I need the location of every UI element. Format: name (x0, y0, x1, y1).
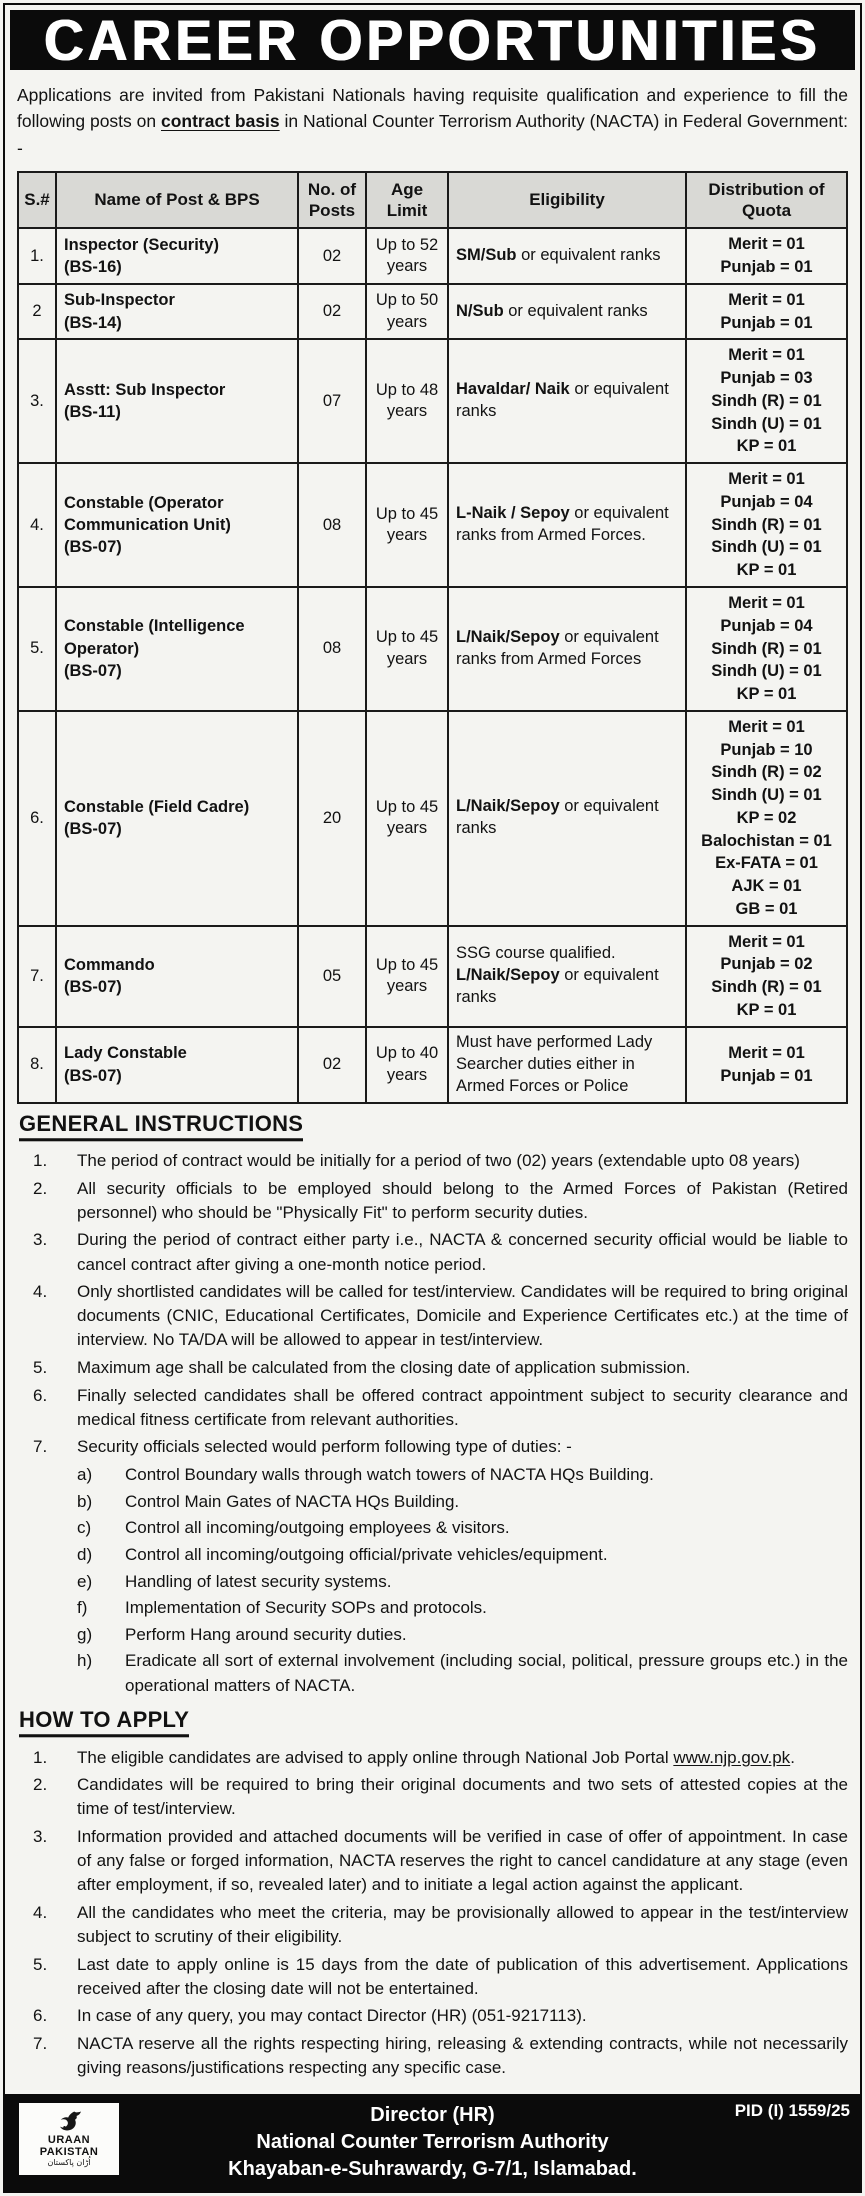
logo-text-uraan: URAAN (47, 2133, 91, 2146)
item-text: Maximum age shall be calculated from the closing date of application submission. (77, 1358, 691, 1378)
advertisement-frame (3, 3, 862, 2193)
eligibility-rank: SM/Sub (456, 246, 517, 265)
cell-post (56, 926, 298, 1027)
quota-line: Balochistan = 01 (701, 831, 832, 850)
cell-serial: 5. (18, 587, 56, 711)
sub-item (17, 1543, 848, 1567)
item-text-post: . (790, 1747, 795, 1767)
sub-item-letter: h) (77, 1651, 93, 1671)
eligibility-text-pre: Must have performed Lady Searcher duties either in Armed Forces or Police (456, 1032, 653, 1095)
general-instructions-list (17, 1149, 848, 1698)
quota-line: Sindh (U) = 01 (711, 662, 822, 681)
item-text: Security officials selected would perform following type of duties: - (77, 1437, 572, 1457)
instruction-item (17, 1228, 848, 1276)
sub-item-letter: a) (77, 1465, 93, 1485)
cell-eligibility (448, 284, 686, 340)
sub-item (17, 1570, 848, 1594)
cell-no-of-posts: 07 (298, 339, 366, 463)
item-text: Last date to apply online is 15 days from the date of publication of this advertisement. Applications received after the closing date will not be entertained. (77, 1954, 848, 1998)
item-number: 5. (33, 1358, 48, 1378)
quota-line: Sindh (U) = 01 (711, 538, 822, 557)
post-name: Constable (Field Cadre) (64, 797, 250, 816)
item-text (77, 1746, 848, 1770)
pid-number: PID (I) 1559/25 (734, 2100, 850, 2120)
eligibility-rank: L/Naik/Sepoy (456, 627, 560, 646)
table-row (18, 587, 847, 711)
instruction-item (17, 1825, 848, 1897)
cell-age-limit: Up to 50 years (366, 284, 448, 340)
quota-line: Merit = 01 (728, 470, 805, 489)
cell-eligibility (448, 587, 686, 711)
cell-serial: 1. (18, 228, 56, 284)
post-name: Asstt: Sub Inspector (64, 380, 226, 399)
cell-eligibility (448, 339, 686, 463)
table-row (18, 463, 847, 587)
quota-line: Sindh (U) = 01 (711, 786, 822, 805)
cell-serial: 3. (18, 339, 56, 463)
footer-authority-line: National Counter Terrorism Authority (256, 2130, 609, 2153)
cell-eligibility (448, 228, 686, 284)
sub-item (17, 1596, 848, 1620)
cell-serial: 4. (18, 463, 56, 587)
cell-no-of-posts: 02 (298, 284, 366, 340)
posts-table (17, 171, 848, 1104)
instruction-item (17, 1356, 848, 1380)
cell-quota (686, 339, 847, 463)
eligibility-text: or equivalent ranks from Armed Forces (456, 627, 659, 668)
contract-basis-highlight: contract basis (160, 111, 280, 132)
sub-item-text: Perform Hang around security duties. (125, 1624, 407, 1644)
logo-urdu-script: اُڑان پاکستان (47, 2158, 91, 2168)
quota-line: KP = 01 (736, 685, 797, 704)
quota-line: Sindh (R) = 01 (711, 978, 822, 997)
item-number: 2. (33, 1178, 48, 1198)
table-row (18, 228, 847, 284)
quota-line: KP = 02 (736, 808, 797, 827)
general-instructions-heading: GENERAL INSTRUCTIONS (19, 1110, 303, 1141)
cell-age-limit: Up to 45 years (366, 711, 448, 926)
quota-line: Punjab = 04 (720, 616, 813, 635)
post-name: Lady Constable (64, 1044, 187, 1063)
sub-item-letter: b) (77, 1491, 93, 1511)
post-bps: (BS-11) (64, 403, 121, 422)
cell-age-limit: Up to 48 years (366, 339, 448, 463)
quota-line: Punjab = 01 (720, 313, 813, 332)
instruction-item (17, 1901, 848, 1949)
eligibility-text: or equivalent ranks (503, 301, 648, 320)
post-bps: (BS-07) (64, 662, 122, 681)
cell-age-limit: Up to 45 years (366, 926, 448, 1027)
post-bps: (BS-07) (64, 820, 122, 839)
sub-item-text: Control all incoming/outgoing employees & visitors. (125, 1518, 510, 1538)
sub-item-text: Eradicate all sort of external involvement (including social, political, pressure groups etc.) in the operational matters of NACTA. (125, 1651, 848, 1695)
item-text: In case of any query, you may contact Director (HR) (051-9217113). (77, 2006, 587, 2026)
cell-post (56, 339, 298, 463)
quota-line: Sindh (R) = 02 (711, 763, 822, 782)
footer-director-line: Director (HR) (370, 2103, 495, 2126)
instruction-item (17, 2032, 848, 2080)
table-row (18, 284, 847, 340)
quota-line: Punjab = 10 (720, 740, 813, 759)
quota-line: Punjab = 04 (720, 492, 813, 511)
cell-no-of-posts: 08 (298, 463, 366, 587)
item-text: All the candidates who meet the criteria, may be provisionally allowed to appear in the test/interview subject to scrutiny of their eligibility. (77, 1902, 848, 1947)
cell-quota (686, 711, 847, 926)
posts-table-body (18, 228, 847, 1102)
instruction-item (17, 1384, 848, 1432)
cell-post (56, 711, 298, 926)
quota-line: AJK = 01 (731, 877, 802, 896)
eligibility-text: or equivalent ranks (456, 797, 659, 838)
cell-quota (686, 1027, 847, 1103)
sub-item-letter: e) (77, 1571, 93, 1591)
cell-no-of-posts: 02 (298, 1027, 366, 1103)
item-number: 4. (33, 1282, 48, 1302)
item-number: 5. (33, 1954, 48, 1974)
sub-item-letter: d) (77, 1544, 93, 1564)
sub-item-letter: g) (77, 1624, 93, 1644)
item-number: 1. (33, 1151, 48, 1171)
eligibility-rank: L/Naik/Sepoy (456, 797, 560, 816)
quota-line: Merit = 01 (728, 290, 805, 309)
item-text: All security officials to be employed should belong to the Armed Forces of Pakistan (Retired personnel) who should be "Physically Fit" to perform security duties. (77, 1178, 848, 1222)
intro-paragraph (17, 82, 848, 161)
instruction-item (17, 1177, 848, 1225)
quota-line: Sindh (R) = 01 (711, 639, 822, 658)
cell-quota (686, 926, 847, 1027)
post-bps: (BS-07) (64, 978, 122, 997)
cell-eligibility (448, 926, 686, 1027)
cell-quota (686, 284, 847, 340)
advertisement-body (5, 70, 860, 2094)
eligibility-text: or equivalent ranks (456, 966, 659, 1007)
quota-line: Sindh (U) = 01 (711, 414, 822, 433)
cell-age-limit: Up to 40 years (366, 1027, 448, 1103)
post-name: Constable (Intelligence Operator) (64, 617, 245, 658)
quota-line: GB = 01 (735, 899, 798, 918)
post-bps: (BS-14) (64, 313, 122, 332)
cell-age-limit: Up to 52 years (366, 228, 448, 284)
sub-item (17, 1490, 848, 1514)
how-to-apply-list (17, 1746, 848, 2081)
cell-no-of-posts: 02 (298, 228, 366, 284)
sub-item (17, 1463, 848, 1487)
item-text: NACTA reserve all the rights respecting hiring, releasing & extending contracts, while not necessarily giving reasons/justifications respecting any specific case. (77, 2034, 848, 2078)
posts-table-header (18, 172, 847, 229)
post-name: Inspector (Security) (64, 235, 219, 254)
page-title: CAREER OPPORTUNITIES (44, 10, 821, 70)
item-number: 2. (33, 1775, 48, 1795)
eligibility-rank: L-Naik / Sepoy (456, 504, 570, 523)
cell-no-of-posts: 08 (298, 587, 366, 711)
instruction-item (17, 1953, 848, 2001)
quota-line: Merit = 01 (728, 346, 805, 365)
cell-post (56, 1027, 298, 1103)
cell-quota (686, 587, 847, 711)
col-serial: S.# (18, 172, 56, 229)
table-header-row (18, 172, 847, 229)
cell-no-of-posts: 20 (298, 711, 366, 926)
instruction-item (17, 1149, 848, 1173)
quota-line: Merit = 01 (728, 717, 805, 736)
item-text: Finally selected candidates shall be offered contract appointment subject to security clearance and medical fitness certificate from relevant authorities. (77, 1385, 848, 1429)
post-name: Constable (Operator Communication Unit) (64, 493, 231, 534)
footer-signature (228, 2102, 637, 2183)
sub-item-text: Control Boundary walls through watch towers of NACTA HQs Building. (125, 1465, 654, 1485)
item-text: Information provided and attached documents will be verified in case of offer of appointment. In case of any false or forged information, NACTA reserves the right to cancel candidature at any stage (even after employment, if so, revealed later) and to initiate a legal action against the applicant. (77, 1827, 848, 1895)
quota-line: Merit = 01 (728, 235, 805, 254)
table-row (18, 926, 847, 1027)
cell-quota (686, 463, 847, 587)
post-bps: (BS-16) (64, 258, 122, 277)
col-eligibility: Eligibility (448, 172, 686, 229)
footer-address-line: Khayaban-e-Suhrawardy, G-7/1, Islamabad. (228, 2157, 637, 2180)
item-number: 1. (33, 1747, 48, 1767)
cell-age-limit: Up to 45 years (366, 587, 448, 711)
item-number: 4. (33, 1902, 48, 1922)
quota-line: Punjab = 01 (720, 1066, 813, 1085)
item-number: 3. (33, 1230, 48, 1250)
instruction-item (17, 2004, 848, 2028)
post-bps: (BS-07) (64, 1066, 122, 1085)
sub-item-letter: c) (77, 1518, 92, 1538)
quota-line: Merit = 01 (728, 593, 805, 612)
title-bar (10, 10, 855, 70)
footer-bar (5, 2094, 860, 2191)
instruction-item (17, 1773, 848, 1821)
quota-line: Merit = 01 (728, 1043, 805, 1062)
njp-portal-link: www.njp.gov.pk (673, 1747, 791, 1767)
sub-item-text: Handling of latest security systems. (125, 1571, 392, 1591)
instruction-item (17, 1746, 848, 1770)
quota-line: Punjab = 01 (720, 258, 813, 277)
eligibility-rank: Havaldar/ Naik (456, 380, 570, 399)
sub-item (17, 1649, 848, 1697)
instruction-item (17, 1435, 848, 1459)
quota-line: Sindh (R) = 01 (711, 391, 822, 410)
eligibility-rank: N/Sub (456, 301, 504, 320)
quota-line: KP = 01 (736, 561, 797, 580)
cell-quota (686, 228, 847, 284)
item-text: The period of contract would be initially for a period of two (02) years (extendable upto 08 years) (77, 1151, 800, 1171)
quota-line: Merit = 01 (728, 932, 805, 951)
quota-line: Punjab = 03 (720, 369, 813, 388)
cell-eligibility (448, 1027, 686, 1103)
cell-serial: 7. (18, 926, 56, 1027)
post-name: Commando (64, 955, 155, 974)
eligibility-text: or equivalent ranks from Armed Forces. (456, 504, 669, 545)
item-text: During the period of contract either party i.e., NACTA & concerned security official would be liable to cancel contract after giving a one-month notice period. (77, 1230, 848, 1274)
table-row (18, 1027, 847, 1103)
col-no-of-posts: No. of Posts (298, 172, 366, 229)
table-row (18, 711, 847, 926)
sub-item-letter: f) (77, 1598, 88, 1618)
intro-text-post: in National Counter Terrorism Authority (NACTA) in Federal Government: - (17, 111, 848, 158)
col-age-limit: Age Limit (366, 172, 448, 229)
cell-age-limit: Up to 45 years (366, 463, 448, 587)
eligibility-text: or equivalent ranks (516, 246, 661, 265)
item-number: 6. (33, 1385, 48, 1405)
item-number: 7. (33, 2034, 48, 2054)
cell-eligibility (448, 463, 686, 587)
item-text-pre: The eligible candidates are advised to apply online through National Job Portal (77, 1747, 674, 1767)
cell-serial: 8. (18, 1027, 56, 1103)
col-quota: Distribution of Quota (686, 172, 847, 229)
cell-eligibility (448, 711, 686, 926)
quota-line: KP = 01 (736, 1000, 797, 1019)
quota-line: Sindh (R) = 01 (711, 515, 822, 534)
item-text: Candidates will be required to bring their original documents and two sets of attested copies at the time of test/interview. (77, 1775, 848, 1819)
how-to-apply-section (17, 1700, 848, 2080)
item-number: 3. (33, 1827, 48, 1847)
cell-post (56, 587, 298, 711)
sub-item-text: Control Main Gates of NACTA HQs Building. (125, 1491, 460, 1511)
sub-item (17, 1516, 848, 1540)
table-row (18, 339, 847, 463)
cell-no-of-posts: 05 (298, 926, 366, 1027)
cell-serial: 6. (18, 711, 56, 926)
sub-item (17, 1623, 848, 1647)
cell-serial: 2 (18, 284, 56, 340)
item-number: 7. (33, 1437, 48, 1457)
cell-post (56, 463, 298, 587)
sub-item-text: Control all incoming/outgoing official/private vehicles/equipment. (125, 1544, 608, 1564)
uraan-pakistan-logo (19, 2103, 119, 2175)
cell-post (56, 284, 298, 340)
quota-line: KP = 01 (736, 437, 797, 456)
eligibility-rank: L/Naik/Sepoy (456, 966, 560, 985)
instruction-item (17, 1280, 848, 1352)
cell-post (56, 228, 298, 284)
item-number: 6. (33, 2006, 48, 2026)
how-to-apply-heading: HOW TO APPLY (19, 1707, 189, 1738)
intro-text-pre: Applications are invited from Pakistani Nationals having requisite qualification and experience to fill the following posts on (17, 85, 848, 132)
sub-item-text: Implementation of Security SOPs and protocols. (125, 1598, 487, 1618)
uraan-bird-icon (54, 2110, 84, 2134)
col-post-name: Name of Post & BPS (56, 172, 298, 229)
eligibility-text: or equivalent ranks (456, 380, 669, 421)
logo-text-pakistan: PAKISTAN (39, 2146, 99, 2159)
general-instructions-section (17, 1104, 848, 1698)
post-name: Sub-Inspector (64, 291, 175, 310)
eligibility-text-pre: SSG course qualified. (456, 944, 616, 963)
quota-line: Ex-FATA = 01 (715, 854, 818, 873)
item-text: Only shortlisted candidates will be called for test/interview. Candidates will be required to bring original documents (CNIC, Educational Certificates, Domicile and Experience Certificates etc.) at the time of interview. No TA/DA will be allowed to appear in test/interview. (77, 1282, 848, 1350)
post-bps: (BS-07) (64, 538, 122, 557)
quota-line: Punjab = 02 (720, 955, 813, 974)
